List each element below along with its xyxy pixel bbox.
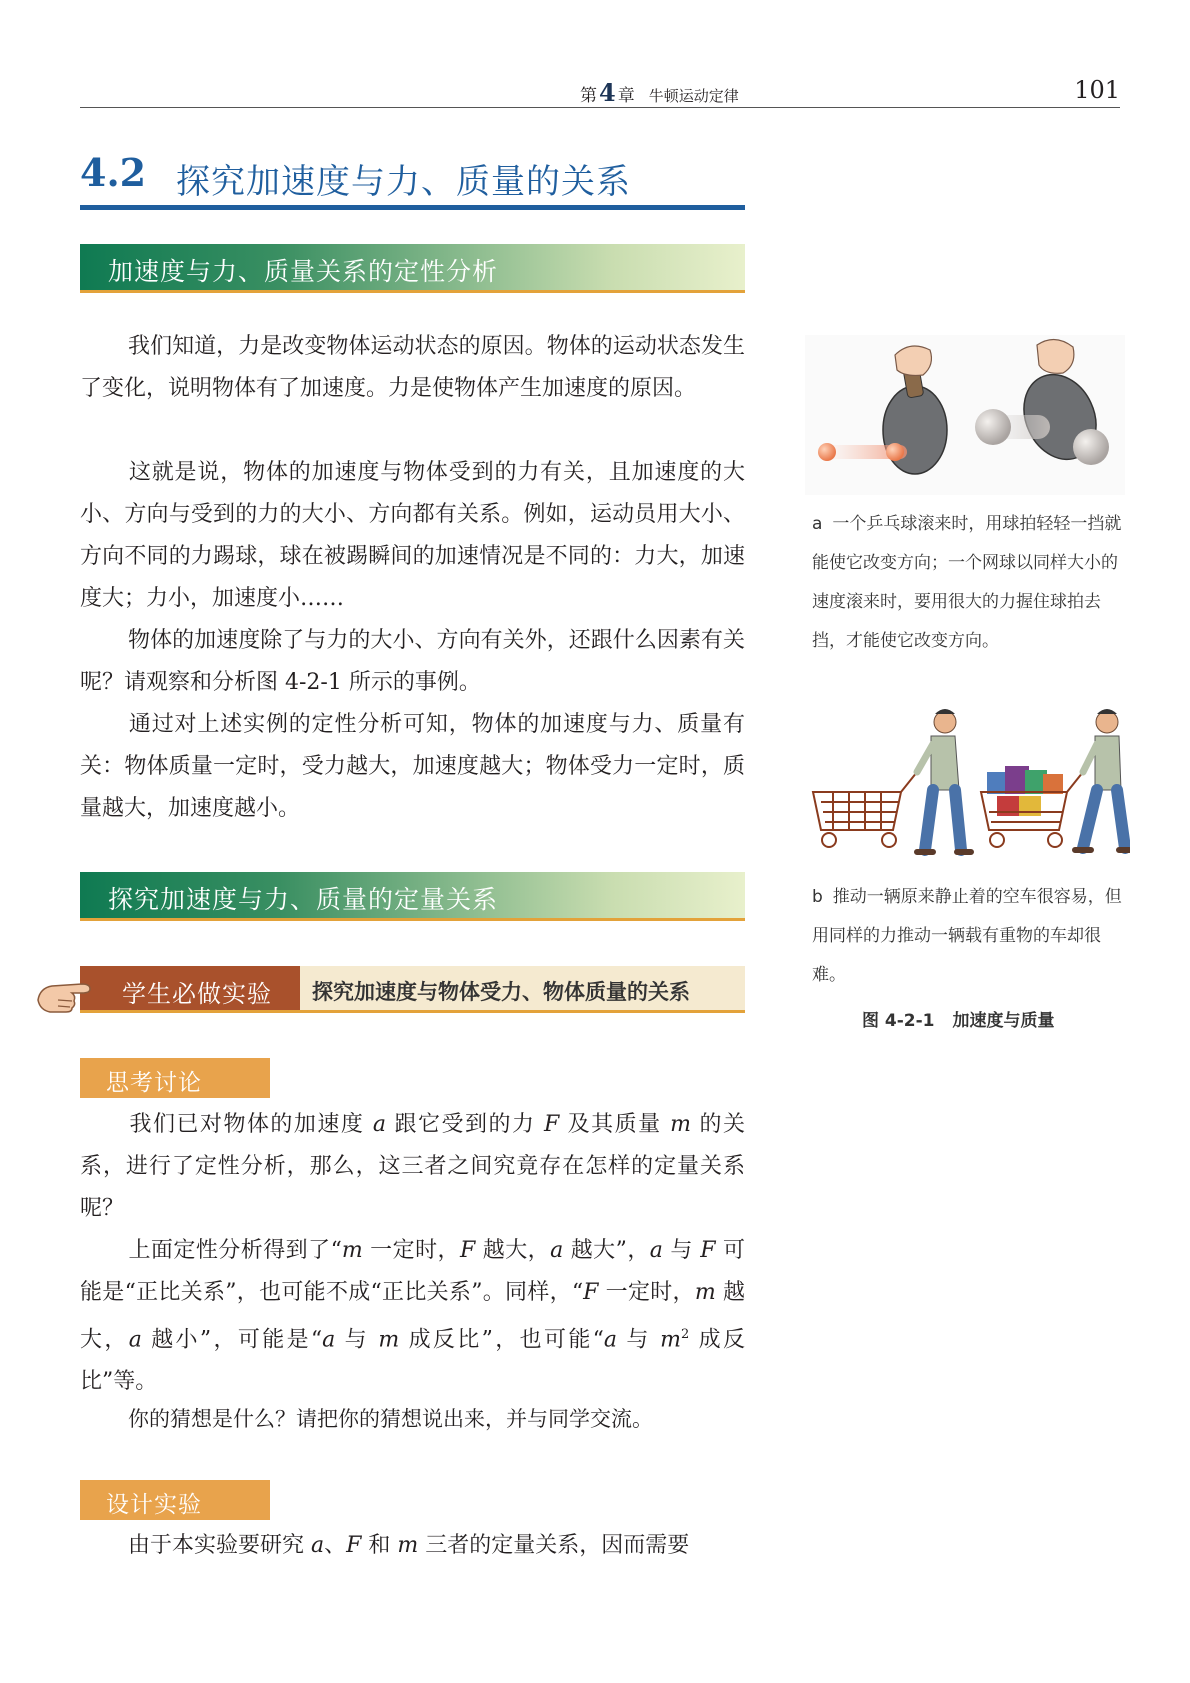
figure-a-caption (812, 505, 1122, 661)
text-run: 一定时， (598, 1280, 695, 1305)
page-number: 101 (1074, 76, 1120, 104)
discussion-paragraph-1 (80, 1104, 745, 1230)
text-run: 可能是“正比关系”，也可能不成“正比关系”。同样，“ (80, 1238, 746, 1305)
paragraph-text: 这就是说，物体的加速度与物体受到的力有关，且加速度的大小、方向与受到的力的大小、方向都有关系。例如，运动员用大小、方向不同的力踢球，球在被踢瞬间的加速情况是不同的：力大，加速度大；力小，加速度小…… (80, 460, 745, 611)
design-paragraph-1 (80, 1525, 745, 1567)
text-run: 成反比”，也可能“ (399, 1327, 604, 1353)
chapter-prefix: 第 (580, 86, 597, 106)
variable: F (460, 1238, 476, 1263)
experiment-underline (80, 1010, 745, 1013)
section-number: 4.2 (80, 150, 147, 195)
figure-a-label: a (812, 514, 823, 534)
text-run: 与 (335, 1327, 379, 1353)
tennis-ball-icon (1073, 429, 1109, 465)
tennis-ball-icon (975, 409, 1011, 445)
paragraph-4 (80, 704, 745, 830)
variable: F (543, 1112, 560, 1137)
text-run: 越大， (80, 1280, 745, 1353)
figure-a-illustration (805, 335, 1125, 495)
subsection-heading-quantitative (80, 872, 745, 921)
variable: a (372, 1112, 387, 1137)
paragraph-1 (80, 326, 745, 410)
figure-a-caption-text: 一个乒乓球滚来时，用球拍轻轻一挡就能使它改变方向；一个网球以同样大小的速度滚来时，要用很大的力握住球拍去挡，才能使它改变方向。 (812, 514, 1122, 651)
variable: F (583, 1280, 599, 1305)
variable: m (660, 1327, 681, 1353)
tab-label: 思考讨论 (106, 1070, 202, 1096)
experiment-banner (80, 966, 745, 1012)
variable: a (603, 1327, 618, 1353)
text-run: 一定时， (362, 1238, 461, 1263)
experiment-label: 学生必做实验 (122, 980, 272, 1008)
chapter-title: 牛顿运动定律 (648, 87, 739, 105)
figure-title-text: 加速度与质量 (952, 1011, 1055, 1031)
text-run: 、 (324, 1533, 347, 1558)
variable: m (341, 1238, 363, 1263)
chapter-label (580, 78, 739, 107)
paragraph-text: 你的猜想是什么？请把你的猜想说出来，并与同学交流。 (128, 1407, 653, 1431)
ping-pong-ball-icon (818, 443, 836, 461)
subsection-heading-qualitative (80, 244, 745, 293)
paragraph-2 (80, 452, 745, 620)
text-run: 及其质量 (559, 1112, 671, 1137)
text-run: 越大， (475, 1238, 551, 1263)
paragraph-3 (80, 620, 745, 704)
text-run: 我们已对物体的加速度 (128, 1112, 373, 1137)
text-run: 与 (662, 1238, 701, 1263)
text-run: 上面定性分析得到了“ (128, 1238, 342, 1263)
paragraph-text: 物体的加速度除了与力的大小、方向有关外，还跟什么因素有关呢？请观察和分析图 4-2-1 所示的事例。 (80, 628, 745, 695)
section-title-text: 探究加速度与力、质量的关系 (176, 162, 631, 202)
text-run: 越大”， (563, 1238, 650, 1263)
chapter-suffix: 章 (617, 86, 635, 106)
text-run: 越小”，可能是“ (141, 1327, 323, 1353)
text-run: 和 (361, 1533, 398, 1558)
paragraph-text: 我们知道，力是改变物体运动状态的原因。物体的运动状态发生了变化，说明物体有了加速度。力是使物体产生加速度的原因。 (80, 334, 745, 401)
pointing-hand-icon (36, 970, 96, 1014)
variable: m (378, 1327, 400, 1353)
running-header (80, 74, 1120, 108)
text-run: 由于本实验要研究 (128, 1533, 311, 1558)
subsection-heading-text: 加速度与力、质量关系的定性分析 (108, 257, 499, 286)
text-run: 三者的定量关系，因而需要 (418, 1533, 690, 1558)
experiment-label-box (80, 966, 300, 1010)
section-title-rule (80, 205, 745, 210)
variable: a (550, 1238, 564, 1263)
tab-label: 设计实验 (106, 1492, 202, 1518)
experiment-title-box (300, 966, 745, 1010)
figure-b-label: b (812, 887, 823, 907)
figure-b-illustration (805, 700, 1130, 865)
variable: F (700, 1238, 716, 1263)
figure-title (862, 1006, 1055, 1031)
header-rule (80, 107, 1120, 108)
tab-discussion (80, 1058, 270, 1098)
variable: a (311, 1533, 325, 1558)
discussion-paragraph-2 (80, 1230, 745, 1403)
text-run: 成反比”等。 (80, 1327, 745, 1395)
experiment-title: 探究加速度与物体受力、物体质量的关系 (312, 980, 690, 1004)
figure-b-caption (812, 878, 1122, 995)
tab-design-experiment (80, 1480, 270, 1520)
variable: m (694, 1280, 716, 1305)
variable: m (397, 1533, 419, 1558)
figure-number: 图 4-2-1 (862, 1011, 935, 1031)
variable: a (649, 1238, 663, 1263)
figure-b-caption-text: 推动一辆原来静止着的空车很容易，但用同样的力推动一辆载有重物的车却很难。 (812, 887, 1122, 985)
variable: a (322, 1327, 336, 1353)
variable: F (346, 1533, 362, 1558)
discussion-paragraph-3 (80, 1398, 745, 1441)
text-run: 与 (617, 1327, 661, 1353)
subsection-heading-text: 探究加速度与力、质量的定量关系 (108, 885, 499, 914)
ping-pong-ball-icon (886, 443, 904, 461)
text-run: 跟它受到的力 (386, 1112, 544, 1137)
section-title (80, 150, 745, 202)
superscript: 2 (680, 1327, 690, 1342)
chapter-number: 4 (599, 78, 616, 107)
variable: a (128, 1327, 142, 1353)
variable: m (670, 1112, 692, 1137)
text-run: 的关系，进行了定性分析，那么，这三者之间究竟存在怎样的定量关系呢？ (80, 1112, 745, 1221)
paragraph-text: 通过对上述实例的定性分析可知，物体的加速度与力、质量有关：物体质量一定时，受力越大，加速度越大；物体受力一定时，质量越大，加速度越小。 (80, 712, 745, 821)
